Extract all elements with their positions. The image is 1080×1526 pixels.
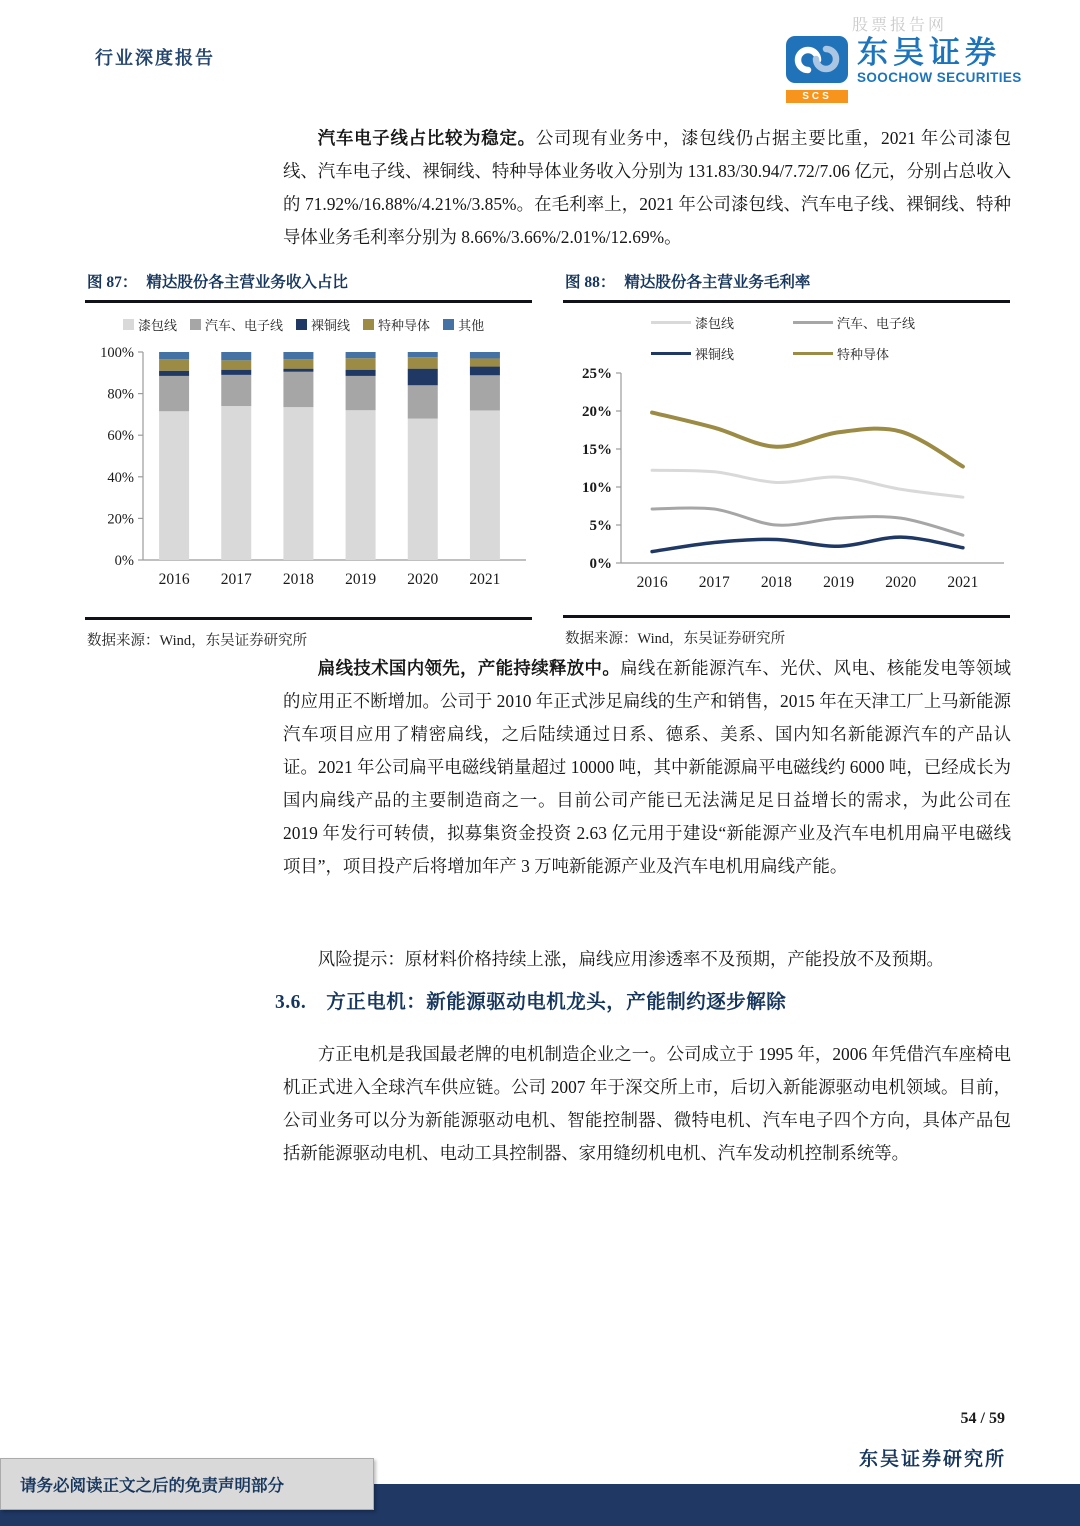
soochow-logo [786, 36, 1022, 103]
legend-swatch [123, 319, 134, 330]
svg-text:2019: 2019 [823, 574, 855, 591]
legend-swatch [651, 352, 691, 356]
legend-swatch [190, 319, 201, 330]
figure-87-chart [85, 334, 532, 596]
svg-text:15%: 15% [582, 442, 612, 458]
legend-item-特种导体: 特种导体 [793, 344, 935, 363]
svg-text:2021: 2021 [947, 574, 979, 591]
legend-swatch [793, 321, 833, 325]
svg-text:0%: 0% [589, 556, 612, 572]
soochow-logo-icon [786, 36, 848, 103]
svg-text:100%: 100% [100, 345, 134, 361]
disclaimer-note: 请务必阅读正文之后的免责声明部分 [0, 1458, 374, 1510]
figure-87 [85, 268, 532, 650]
figure-87-legend [123, 315, 532, 334]
svg-text:60%: 60% [107, 428, 134, 445]
page-number: 54 / 59 [960, 1410, 1005, 1427]
svg-text:20%: 20% [107, 511, 134, 528]
legend-item-汽车、电子线: 汽车、电子线 [190, 315, 283, 334]
footer-institute: 东吴证券研究所 [858, 1449, 1006, 1470]
svg-text:2017: 2017 [698, 574, 730, 591]
figure-87-title-text: 精达股份各主营业务收入占比 [146, 274, 348, 291]
report-type-label: 行业深度报告 [95, 48, 215, 68]
paragraph-risk-note: 风险提示：原材料价格持续上涨，扁线应用渗透率不及预期，产能投放不及预期。 [317, 949, 944, 969]
section-heading-3-6 [275, 986, 786, 1014]
paragraph-flat-wire [283, 652, 1011, 883]
paragraph-auto-wire [283, 122, 1011, 254]
legend-item-裸铜线: 裸铜线 [651, 344, 793, 363]
figure-87-title [85, 268, 532, 303]
svg-text:2018: 2018 [760, 574, 792, 591]
svg-text:2019: 2019 [345, 571, 377, 588]
legend-item-特种导体: 特种导体 [363, 315, 430, 334]
section-title: 方正电机：新能源驱动电机龙头，产能制约逐步解除 [326, 992, 787, 1013]
svg-text:10%: 10% [582, 480, 612, 496]
svg-text:40%: 40% [107, 469, 134, 486]
legend-swatch [363, 319, 374, 330]
figure-88-source: 数据来源：Wind，东吴证券研究所 [565, 631, 786, 647]
legend-item-裸铜线: 裸铜线 [296, 315, 350, 334]
p1-lead-bold: 汽车电子线占比较为稳定。 [317, 128, 536, 148]
p2-lead-bold: 扁线技术国内领先，产能持续释放中。 [317, 658, 621, 678]
legend-item-汽车、电子线: 汽车、电子线 [793, 313, 935, 332]
logo-en: SOOCHOW SECURITIES [857, 70, 1022, 85]
svg-text:2020: 2020 [407, 571, 439, 588]
p1-text: 公司现有业务中，漆包线仍占据主要比重，2021 年公司漆包线、汽车电子线、裸铜线、特种导体业务收入分别为 131.83/30.94/7.72/7.06 亿元，分别占总收入的 71.92%/16.88%/4.21%/3.85%。在毛利率上，2021 年公司漆包线、汽车电子线、裸铜线、特种导体业务毛利率分别为 8.66%/3.66%/2.01%/12.69%。 [283, 128, 1011, 247]
legend-item-漆包线: 漆包线 [651, 313, 793, 332]
svg-text:2021: 2021 [469, 571, 501, 588]
legend-swatch [443, 319, 454, 330]
svg-text:5%: 5% [589, 518, 612, 534]
figure-87-body [85, 315, 532, 620]
logo-cn: 东吴证券 [857, 35, 1001, 70]
legend-swatch [651, 321, 691, 325]
watermark-text: 股票报告网 [852, 17, 948, 34]
figure-88-body [563, 313, 1010, 618]
svg-text:2018: 2018 [282, 571, 314, 588]
paragraph-fangzheng-motor: 方正电机是我国最老牌的电机制造企业之一。公司成立于 1995 年，2006 年凭借汽车座椅电机正式进入全球汽车供应链。公司 2007 年于深交所上市，后切入新能源驱动电机领域。目前，公司业务可以分为新能源驱动电机、智能控制器、微特电机、汽车电子四个方向，具体产品包括新能源驱动电机、电动工具控制器、家用缝纫机电机、汽车发动机控制系统等。 [283, 1044, 1011, 1163]
figure-87-label: 图 87： [87, 274, 138, 291]
svg-text:80%: 80% [107, 386, 134, 403]
svg-text:0%: 0% [114, 553, 134, 569]
figure-87-source: 数据来源：Wind，东吴证券研究所 [87, 633, 308, 649]
svg-text:25%: 25% [582, 366, 612, 382]
figure-88-title-text: 精达股份各主营业务毛利率 [624, 274, 811, 291]
legend-item-漆包线: 漆包线 [123, 315, 177, 334]
logo-scs-text: SCS [786, 90, 848, 103]
logo-text [857, 36, 1022, 85]
legend-item-其他: 其他 [443, 315, 484, 334]
figure-88-legend [651, 313, 951, 363]
section-number: 3.6. [275, 992, 307, 1013]
figure-88 [563, 268, 1010, 648]
svg-text:2020: 2020 [885, 574, 917, 591]
p2-text: 扁线在新能源汽车、光伏、风电、核能发电等领域的应用正不断增加。公司于 2010 年正式涉足扁线的生产和销售，2015 年在天津工厂上马新能源汽车项目应用了精密扁线，之后陆续通过日系、德系、美系、国内知名新能源汽车的产品认证。2021 年公司扁平电磁线销量超过 10000 吨，其中新能源扁平电磁线约 6000 吨，已经成长为国内扁线产品的主要制造商之一。目前公司产能已无法满足足日益增长的需求，为此公司在 2019 年发行可转债，拟募集资金投资 2.63 亿元用于建设“新能源产业及汽车电机用扁平电磁线项目”，项目投产后将增加年产 3 万吨新能源产业及汽车电机用扁线产能。 [283, 658, 1011, 876]
svg-text:2016: 2016 [636, 574, 668, 591]
logo-swirl-icon [786, 36, 848, 83]
figure-88-title [563, 268, 1010, 303]
svg-text:2016: 2016 [158, 571, 190, 588]
figure-88-label: 图 88： [565, 274, 616, 291]
figure-88-chart [563, 363, 1010, 599]
legend-swatch [296, 319, 307, 330]
svg-text:20%: 20% [582, 404, 612, 420]
legend-swatch [793, 352, 833, 356]
svg-text:2017: 2017 [220, 571, 252, 588]
